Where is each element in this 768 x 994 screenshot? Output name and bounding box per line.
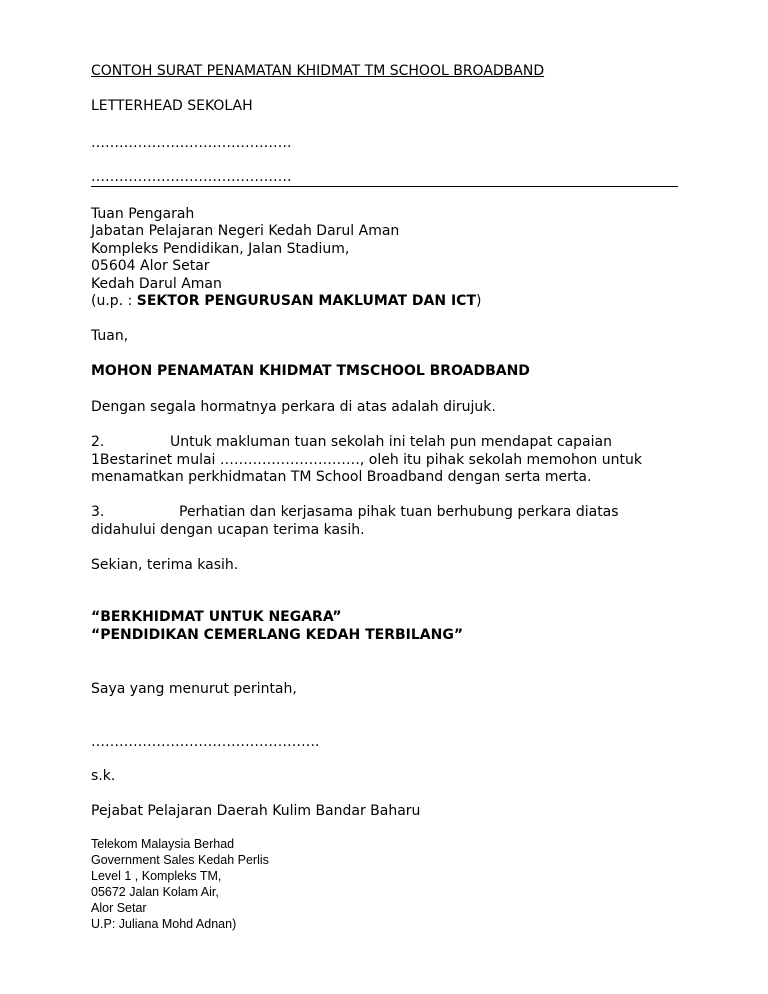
document-title: CONTOH SURAT PENAMATAN KHIDMAT TM SCHOOL BROADBAND [91,63,545,79]
salutation: Tuan, [91,328,129,344]
paragraph-2-line-2: 1Bestarinet mulai …………………………, oleh itu pihak sekolah memohon untuk [91,452,642,468]
attention-suffix: ) [476,293,482,309]
cc-tm-line-3: Level 1 , Kompleks TM, [91,869,222,883]
paragraph-2-text: Untuk makluman tuan sekolah ini telah pun mendapat capaian [170,434,612,450]
paragraph-3-text: Perhatian dan kerjasama pihak tuan berhubung perkara diatas [179,504,619,520]
letterhead-label: LETTERHEAD SEKOLAH [91,98,253,114]
recipient-line-3: Kompleks Pendidikan, Jalan Stadium, [91,241,350,257]
recipient-line-5: Kedah Darul Aman [91,276,222,292]
paragraph-3-line-1 [91,503,619,521]
letterhead-dots-1: ……………………………………. [91,135,292,151]
letterhead-dots-2: ……………………………………. [91,169,292,185]
cc-district-office: Pejabat Pelajaran Daerah Kulim Bandar Baharu [91,803,421,819]
motto-1: “BERKHIDMAT UNTUK NEGARA” [91,609,342,625]
attention-department: SEKTOR PENGURUSAN MAKLUMAT DAN ICT [136,293,476,309]
letterhead-divider [91,186,678,187]
recipient-line-2: Jabatan Pelajaran Negeri Kedah Darul Aman [91,223,400,239]
subject-heading: MOHON PENAMATAN KHIDMAT TMSCHOOL BROADBAND [91,363,530,379]
attention-prefix: (u.p. : [91,293,137,309]
recipient-line-4: 05604 Alor Setar [91,258,210,274]
cc-tm-line-6: U.P: Juliana Mohd Adnan) [91,917,237,931]
intro-paragraph: Dengan segala hormatnya perkara di atas adalah dirujuk. [91,399,496,415]
motto-2: “PENDIDIKAN CEMERLANG KEDAH TERBILANG” [91,627,464,643]
signature-label: Saya yang menurut perintah, [91,681,297,697]
recipient-attention [91,292,481,310]
cc-tm-line-5: Alor Setar [91,901,147,915]
signature-dots: …………………………………………. [91,734,320,750]
cc-tm-line-1: Telekom Malaysia Berhad [91,837,235,851]
recipient-line-1: Tuan Pengarah [91,206,195,222]
paragraph-3-line-2: didahului dengan ucapan terima kasih. [91,522,365,538]
paragraph-2-line-3: menamatkan perkhidmatan TM School Broadband dengan serta merta. [91,469,592,485]
cc-tm-line-2: Government Sales Kedah Perlis [91,853,269,867]
closing-line: Sekian, terima kasih. [91,557,239,573]
paragraph-2-number: 2. [91,434,105,450]
paragraph-2-line-1 [91,433,612,451]
paragraph-3-number: 3. [91,504,105,520]
cc-tm-line-4: 05672 Jalan Kolam Air, [91,885,219,899]
cc-label: s.k. [91,768,116,784]
